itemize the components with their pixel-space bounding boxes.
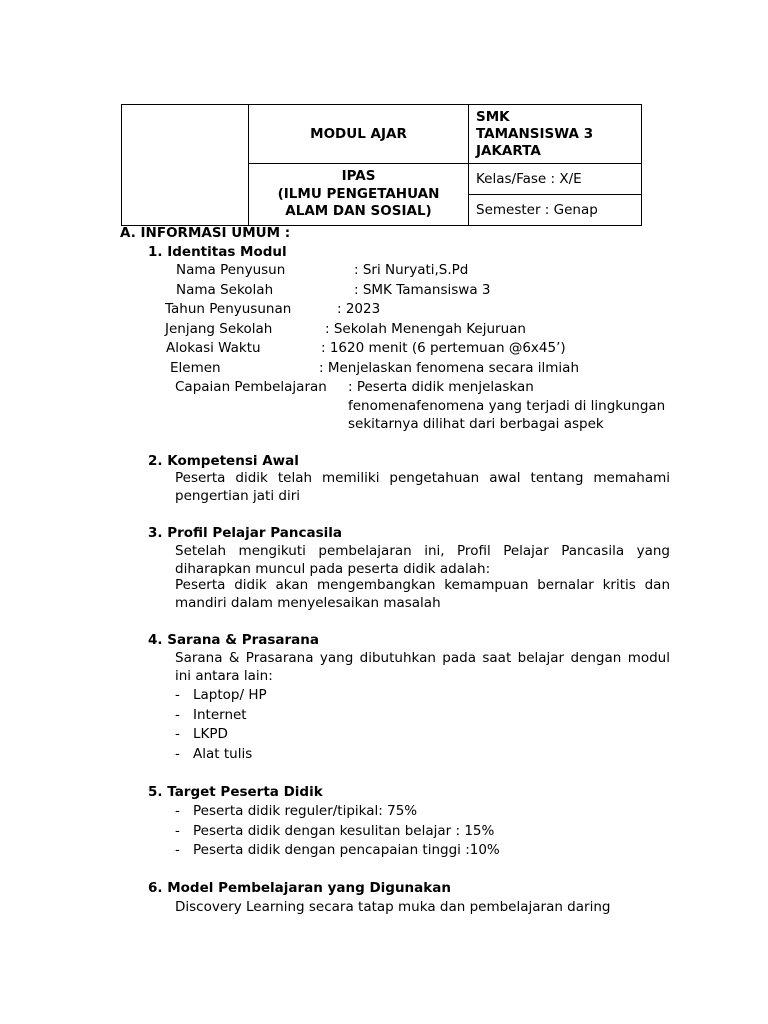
list-item-text: LKPD [193,726,228,742]
list-dash: - [175,803,180,819]
list-item-text: Peserta didik dengan pencapaian tinggi :10% [193,842,500,858]
logo-cell [122,105,249,226]
list-item-text: Internet [193,707,247,723]
list-item [175,842,500,858]
section-a-title: A. INFORMASI UMUM : [120,225,291,241]
identitas-value: : Sri Nuryati,S.Pd [354,262,469,278]
subject-line-2: (ILMU PENGETAHUAN [277,185,440,202]
identitas-value: : 2023 [337,301,381,317]
list-item-text: Peserta didik dengan kesulitan belajar : 15% [193,823,495,839]
identitas-label: Elemen [170,360,221,376]
identitas-label: Nama Sekolah [176,282,274,298]
identitas-value: : 1620 menit (6 pertemuan @6x45’) [321,340,566,356]
list-item-text: Alat tulis [193,746,253,762]
profil-title: 3. Profil Pelajar Pancasila [148,525,343,541]
list-item [175,726,228,742]
list-item [175,746,252,762]
list-item [175,687,267,703]
kompetensi-text: Peserta didik telah memiliki pengetahuan awal tentang memahami pengertian jati diri [175,470,670,504]
identitas-value: : SMK Tamansiswa 3 [354,282,491,298]
target-title: 5. Target Peserta Didik [148,784,323,800]
profil-text-1: Setelah mengikuti pembelajaran ini, Profil Pelajar Pancasila yang diharapkan muncul pada peserta didik adalah: [175,543,670,577]
identitas-label: Capaian Pembelajaran [175,379,327,395]
identitas-label: Jenjang Sekolah [165,321,273,337]
school-name-cell [469,105,642,164]
model-text: Discovery Learning secara tatap muka dan pembelajaran daring [175,899,611,915]
list-dash: - [175,726,180,742]
list-item [175,823,494,839]
subject-line-1: IPAS [341,168,376,185]
kelas-text: Kelas/Fase : X/E [476,171,582,187]
capaian-continuation: fenomenafenomena yang terjadi di lingkungan sekitarnya dilihat dari berbagai aspek [348,398,666,432]
model-title: 6. Model Pembelajaran yang Digunakan [148,880,451,896]
kelas-cell [469,164,642,195]
header-table [121,104,642,226]
school-line-2: TAMANSISWA 3 [476,125,594,142]
semester-cell [469,195,642,226]
modul-ajar-title: MODUL AJAR [310,126,407,142]
list-dash: - [175,746,180,762]
subject-line-3: ALAM DAN SOSIAL) [285,203,432,220]
subject-cell [249,164,469,226]
list-dash: - [175,842,180,858]
list-item [175,803,417,819]
profil-text-2: Peserta didik akan mengembangkan kemampuan bernalar kritis dan mandiri dalam menyelesaikan masalah [175,577,670,611]
school-line-3: JAKARTA [476,142,541,159]
identitas-label: Alokasi Waktu [166,340,261,356]
identitas-value: : Menjelaskan fenomena secara ilmiah [319,360,579,376]
semester-text: Semester : Genap [476,202,598,218]
list-item-text: Laptop/ HP [193,687,267,703]
modul-ajar-cell [249,105,469,164]
list-dash: - [175,823,180,839]
list-dash: - [175,707,180,723]
list-dash: - [175,687,180,703]
sarana-text: Sarana & Prasarana yang dibutuhkan pada saat belajar dengan modul ini antara lain: [175,650,670,684]
identitas-label: Nama Penyusun [176,262,286,278]
identitas-title: 1. Identitas Modul [148,244,287,260]
list-item [175,707,247,723]
list-item-text: Peserta didik reguler/tipikal: 75% [193,803,418,819]
identitas-value: : Peserta didik menjelaskan [348,379,534,395]
sarana-title: 4. Sarana & Prasarana [148,632,320,648]
identitas-label: Tahun Penyusunan [165,301,292,317]
kompetensi-title: 2. Kompetensi Awal [148,453,299,469]
identitas-value: : Sekolah Menengah Kejuruan [325,321,526,337]
school-line-1: SMK [476,108,510,125]
